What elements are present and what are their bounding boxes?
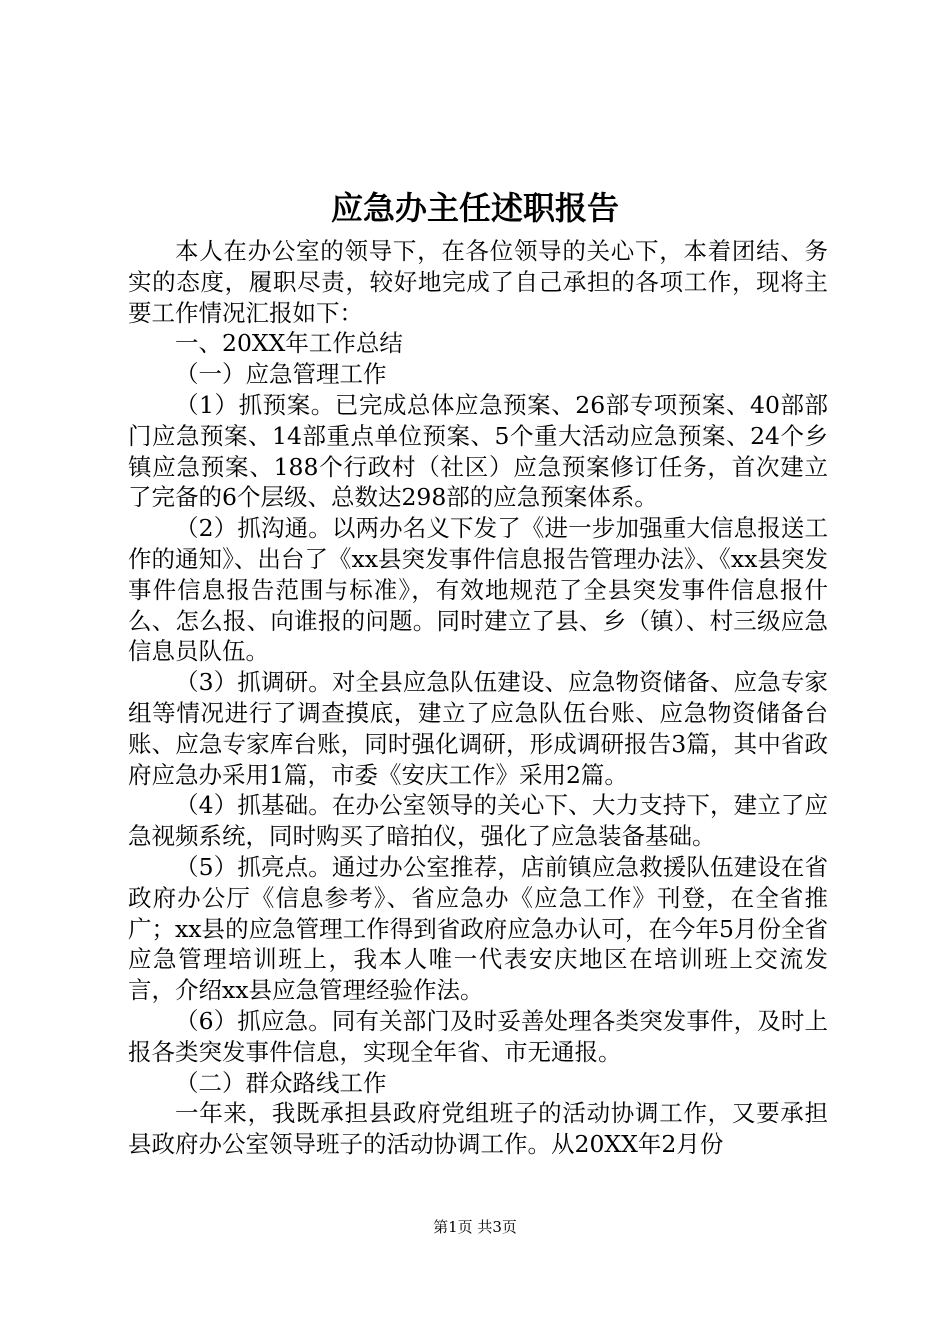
section-heading-1: 一、20XX年工作总结	[175, 329, 403, 358]
paragraph-mass-line: 一年来，我既承担县政府党组班子的活动协调工作，又要承担县政府办公室领导班子的活动协调工作。从20XX年2月份	[128, 1099, 828, 1159]
document-title: 应急办主任述职报告	[330, 189, 619, 227]
paragraph-intro: 本人在办公室的领导下，在各位领导的关心下，本着团结、务实的态度，履职尽责，较好地完成了自己承担的各项工作，现将主要工作情况汇报如下：	[128, 237, 828, 327]
paragraph-item-6: （6）抓应急。同有关部门及时妥善处理各类突发事件，及时上报各类突发事件信息，实现全年省、市无通报。	[128, 1006, 828, 1066]
paragraph-item-2: （2）抓沟通。以两办名义下发了《进一步加强重大信息报送工作的通知》、出台了《xx县突发事件信息报告管理办法》、《xx县突发事件信息报告范围与标准》，有效地规范了全县突发事件信息报什么、怎么报、向谁报的问题。同时建立了县、乡（镇）、村三级应急信息员队伍。	[128, 514, 828, 666]
document-body	[128, 236, 828, 1160]
subsection-heading-1: （一）应急管理工作	[175, 360, 387, 389]
subsection-heading-2: （二）群众路线工作	[175, 1068, 387, 1097]
paragraph-item-4: （4）抓基础。在办公室领导的关心下、大力支持下，建立了应急视频系统，同时购买了暗拍仪，强化了应急装备基础。	[128, 791, 828, 851]
page-number-footer: 第1页 共3页	[433, 1218, 517, 1236]
paragraph-item-1: （1）抓预案。已完成总体应急预案、26部专项预案、40部部门应急预案、14部重点单位预案、5个重大活动应急预案、24个乡镇应急预案、188个行政村（社区）应急预案修订任务，首次建立了完备的6个层级、总数达298部的应急预案体系。	[128, 390, 828, 512]
paragraph-item-5: （5）抓亮点。通过办公室推荐，店前镇应急救援队伍建设在省政府办公厅《信息参考》、省应急办《应急工作》刊登，在全省推广；xx县的应急管理工作得到省政府应急办认可，在今年5月份全省应急管理培训班上，我本人唯一代表安庆地区在培训班上交流发言，介绍xx县应急管理经验作法。	[128, 852, 828, 1005]
paragraph-item-3: （3）抓调研。对全县应急队伍建设、应急物资储备、应急专家组等情况进行了调查摸底，建立了应急队伍台账、应急物资储备台账、应急专家库台账，同时强化调研，形成调研报告3篇，其中省政府应急办采用1篇，市委《安庆工作》采用2篇。	[128, 668, 828, 789]
